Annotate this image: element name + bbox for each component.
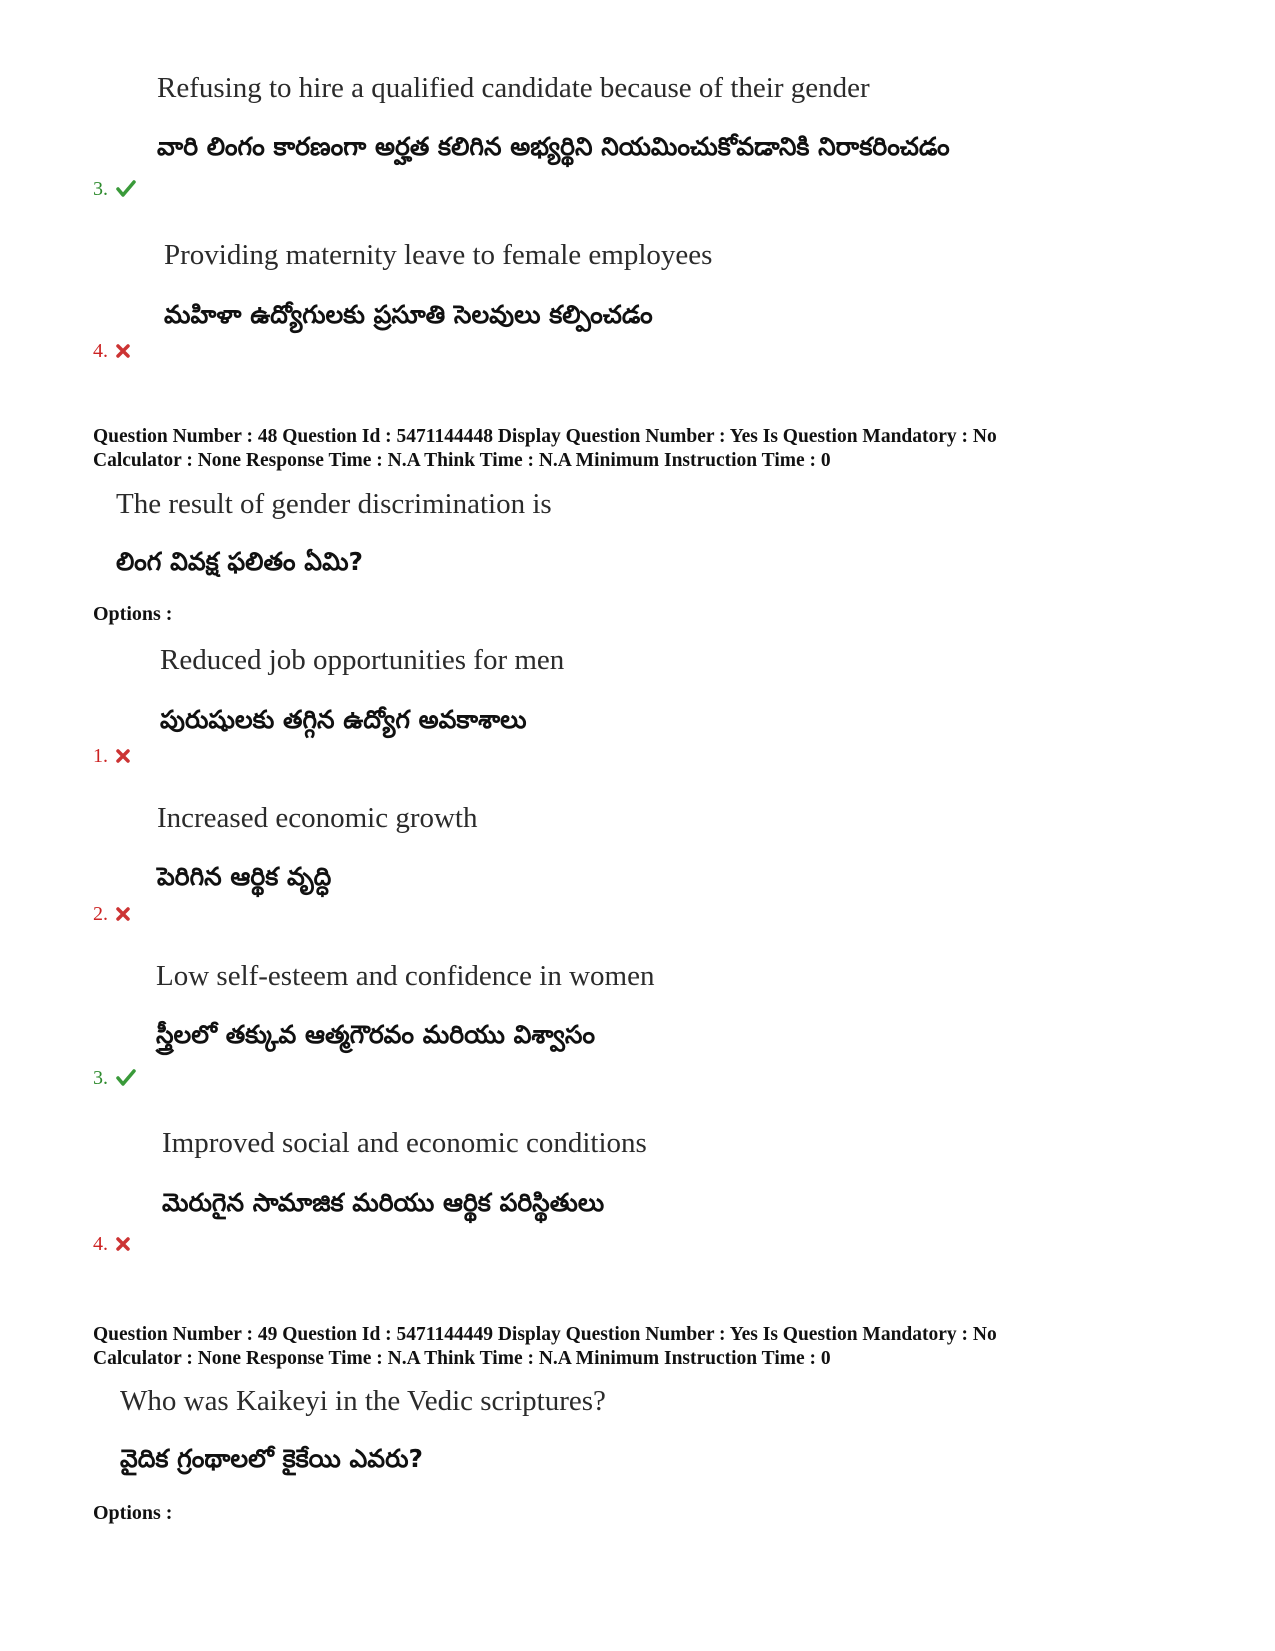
option-number-label: 4. bbox=[93, 340, 108, 362]
option-number-label: 2. bbox=[93, 903, 108, 925]
option-text-te: వారి లింగం కారణంగా అర్హత కలిగిన అభ్యర్థిని నియమించుకోవడానికి నిరాకరించడం bbox=[157, 132, 950, 161]
option-text-en: Reduced job opportunities for men bbox=[160, 644, 565, 676]
option-text-en: Improved social and economic conditions bbox=[162, 1127, 647, 1159]
option-number-label: 3. bbox=[93, 178, 108, 200]
option-number bbox=[93, 178, 136, 203]
cross-icon bbox=[116, 1237, 130, 1256]
option-number bbox=[93, 340, 130, 363]
question-meta-line1: Question Number : 49 Question Id : 5471144449 Display Question Number : Yes Is Question Mandatory : No bbox=[93, 1324, 997, 1345]
option-text-te: మెరుగైన సామాజిక మరియు ఆర్థిక పరిస్థితులు bbox=[162, 1188, 605, 1217]
option-text-te: మహిళా ఉద్యోగులకు ప్రసూతి సెలవులు కల్పించడం bbox=[164, 300, 653, 329]
question-text-te: వైదిక గ్రంథాలలో కైకేయి ఎవరు? bbox=[120, 1444, 424, 1473]
option-number bbox=[93, 745, 130, 768]
option-text-en: Low self-esteem and confidence in women bbox=[156, 960, 655, 992]
question-meta bbox=[93, 425, 997, 473]
option-number-label: 3. bbox=[93, 1067, 108, 1089]
options-label: Options : bbox=[93, 1502, 173, 1524]
question-text-en: The result of gender discrimination is bbox=[116, 488, 552, 520]
cross-icon bbox=[116, 344, 130, 363]
options-label: Options : bbox=[93, 603, 173, 625]
option-text-te: పురుషులకు తగ్గిన ఉద్యోగ అవకాశాలు bbox=[160, 705, 527, 734]
question-meta bbox=[93, 1323, 997, 1371]
option-text-en: Refusing to hire a qualified candidate because of their gender bbox=[157, 72, 870, 104]
question-text-en: Who was Kaikeyi in the Vedic scriptures? bbox=[120, 1385, 606, 1417]
question-meta-line1: Question Number : 48 Question Id : 5471144448 Display Question Number : Yes Is Question Mandatory : No bbox=[93, 426, 997, 447]
question-meta-line2: Calculator : None Response Time : N.A Think Time : N.A Minimum Instruction Time : 0 bbox=[93, 1348, 831, 1369]
option-text-en: Providing maternity leave to female employees bbox=[164, 239, 713, 271]
question-text-te: లింగ వివక్ష ఫలితం ఏమి? bbox=[116, 547, 364, 576]
option-number-label: 4. bbox=[93, 1233, 108, 1255]
check-icon bbox=[116, 180, 136, 203]
option-number-label: 1. bbox=[93, 745, 108, 767]
option-text-en: Increased economic growth bbox=[157, 802, 478, 834]
option-number bbox=[93, 1067, 136, 1092]
question-meta-line2: Calculator : None Response Time : N.A Think Time : N.A Minimum Instruction Time : 0 bbox=[93, 450, 831, 471]
option-number bbox=[93, 1233, 130, 1256]
option-text-te: పెరిగిన ఆర్థిక వృద్ధి bbox=[157, 862, 332, 891]
option-text-te: స్త్రీలలో తక్కువ ఆత్మగౌరవం మరియు విశ్వాసం bbox=[156, 1020, 596, 1049]
cross-icon bbox=[116, 907, 130, 926]
option-number bbox=[93, 903, 130, 926]
check-icon bbox=[116, 1069, 136, 1092]
cross-icon bbox=[116, 749, 130, 768]
